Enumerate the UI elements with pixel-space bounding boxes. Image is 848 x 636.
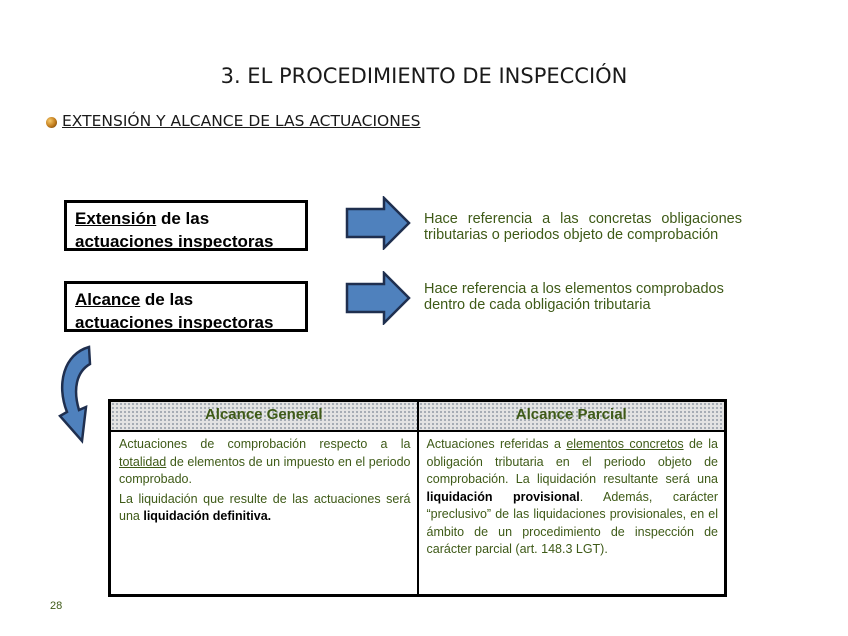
cell-alcance-parcial <box>419 432 725 594</box>
bold-text: liquidación definitiva <box>143 509 268 523</box>
text-span: de elementos de un impuesto en el periodo comprobado. <box>119 454 411 486</box>
right-arrow-icon <box>344 271 412 325</box>
underlined-text: elementos concretos <box>566 437 684 451</box>
text-span: Actuaciones referidas a <box>426 437 567 451</box>
slide-title: 3. EL PROCEDIMIENTO DE INSPECCIÓN <box>220 64 628 88</box>
extension-box <box>64 200 308 251</box>
underlined-text: totalidad <box>119 454 167 469</box>
cell-alcance-general <box>111 432 419 594</box>
right-arrow-icon <box>344 196 412 250</box>
page-number: 28 <box>50 600 63 612</box>
header-alcance-general: Alcance General <box>111 402 419 430</box>
text-span: . <box>267 509 272 523</box>
text-span: . Además, carácter “preclusivo” de las liquidaciones provisionales, en el ámbito de un procedimiento de inspección de carácter parcial (art. 148.3 LGT). <box>426 489 718 556</box>
bold-text: liquidación provisional <box>426 489 580 504</box>
alcance-label-rest: de las <box>140 290 194 309</box>
alcance-keyword: Alcance <box>75 290 141 309</box>
alcance-box <box>64 281 308 332</box>
alcance-description: Hace referencia a los elementos comprobados dentro de cada obligación tributaria <box>424 281 724 313</box>
table-header-row <box>111 402 724 432</box>
text-span: La liquidación que resulte de las actuaciones será una <box>119 491 411 523</box>
parcial-paragraph <box>427 436 719 559</box>
alcance-label-line2: actuaciones inspectoras <box>75 313 274 332</box>
extension-description: Hace referencia a las concretas obligaciones tributarias o periodos objeto de comprobación <box>424 211 742 243</box>
curved-down-arrow-icon <box>52 344 94 444</box>
alcance-table <box>108 399 727 597</box>
extension-label-line2: actuaciones inspectoras <box>75 232 274 251</box>
extension-label-rest: de las <box>156 209 210 228</box>
header-alcance-parcial: Alcance Parcial <box>515 406 627 423</box>
table-body-row <box>111 432 724 594</box>
text-span: Actuaciones de comprobación respecto a la <box>119 437 411 451</box>
general-paragraph-1 <box>119 436 411 489</box>
general-paragraph-2 <box>119 491 411 526</box>
slide-subtitle: EXTENSIÓN Y ALCANCE DE LAS ACTUACIONES <box>62 112 421 130</box>
text-span: de la obligación tributaria en el periodo objeto de comprobación. La liquidación resultante será una <box>426 437 718 486</box>
bullet-icon <box>46 117 57 128</box>
extension-keyword: Extensión <box>75 209 157 228</box>
